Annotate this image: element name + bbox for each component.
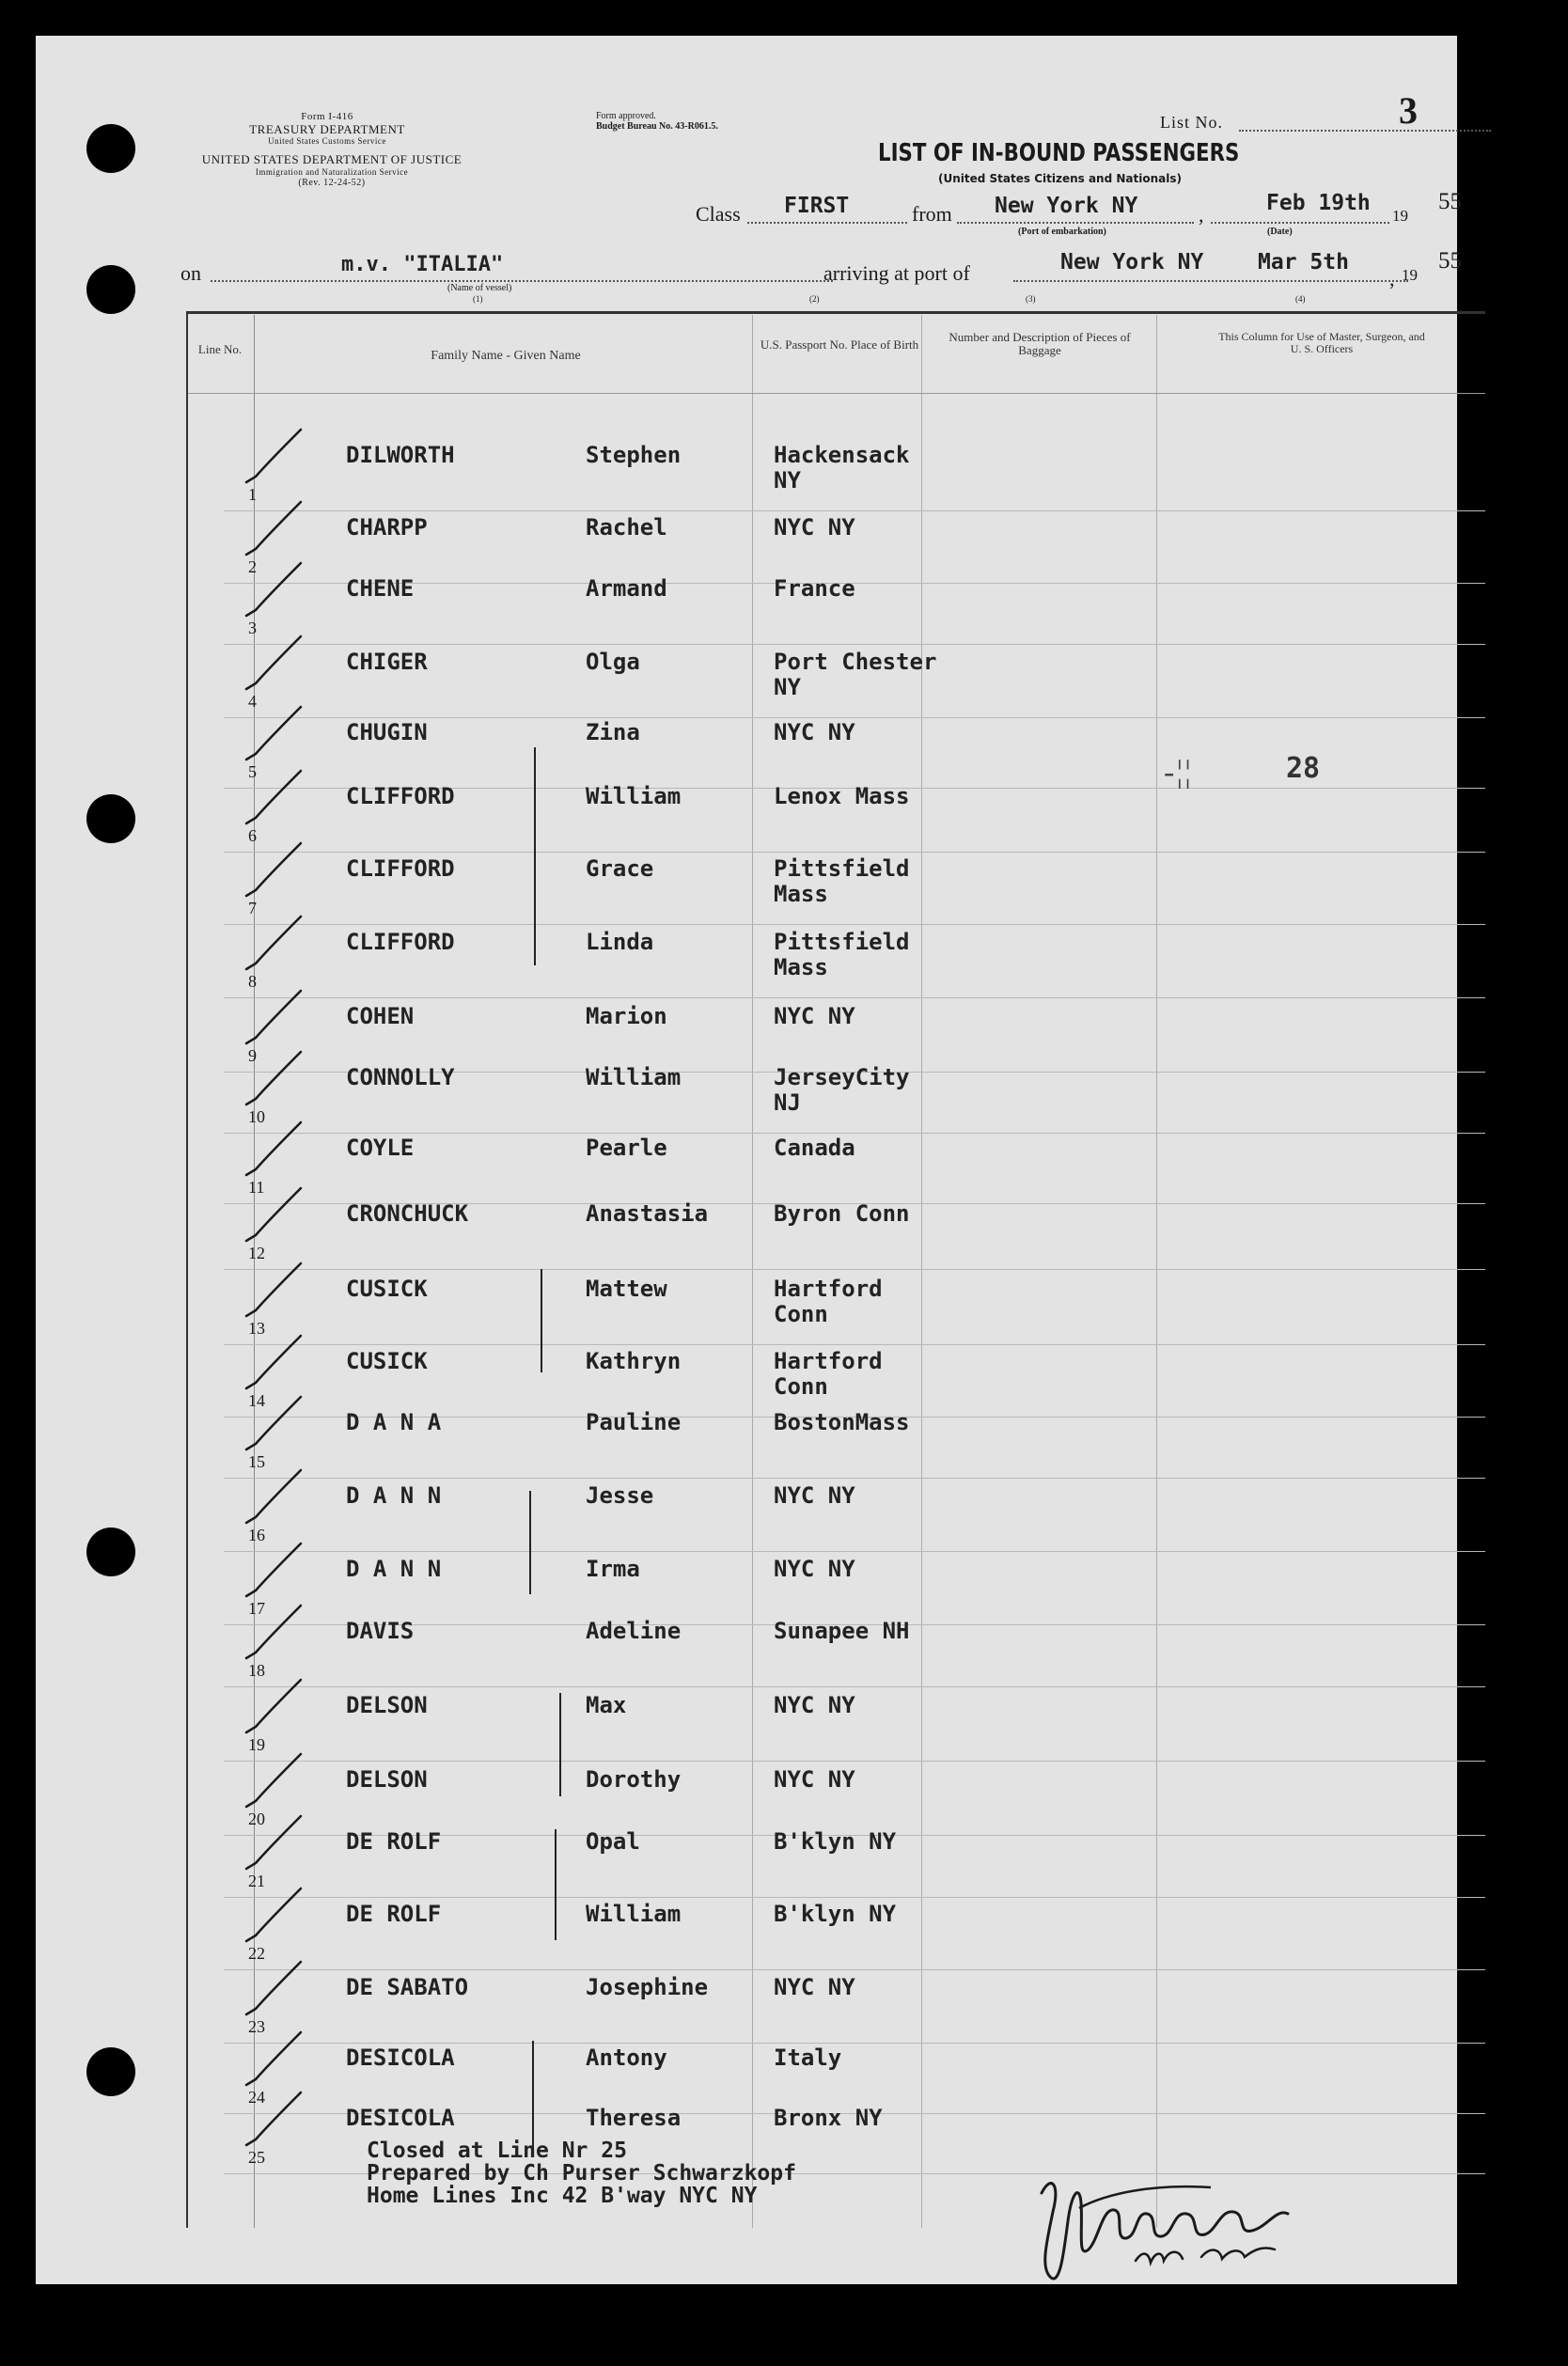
line-number: 14: [248, 1391, 265, 1410]
given-name: Jesse: [586, 1482, 654, 1509]
line-number: 16: [248, 1526, 265, 1544]
place-of-birth: Hackensack: [774, 442, 910, 468]
line-number: 13: [248, 1319, 265, 1338]
port-of-embarkation: New York NY: [995, 194, 1138, 218]
line-number: 22: [248, 1944, 265, 1963]
family-name: CONNOLLY: [346, 1064, 455, 1090]
column-header-line: Line No.: [197, 342, 243, 356]
column-header-officers: This Column for Use of Master, Surgeon, and U. S. Officers: [1218, 330, 1425, 356]
row-divider: [224, 2043, 1485, 2044]
given-name: Opal: [586, 1828, 640, 1855]
column-header-name: Family Name - Given Name: [431, 349, 581, 363]
family-name: D A N N: [346, 1482, 442, 1509]
given-name: Max: [586, 1692, 627, 1718]
row-divider: [224, 924, 1485, 925]
check-mark-icon: [241, 765, 306, 831]
document-title: LIST OF IN-BOUND PASSENGERS: [878, 139, 1240, 167]
family-name: COYLE: [346, 1135, 415, 1161]
line-number: 2: [248, 557, 257, 576]
check-mark-icon: [241, 1883, 306, 1949]
place-of-birth: Byron Conn: [774, 1200, 910, 1227]
family-bracket: [559, 1693, 561, 1796]
binder-hole: [86, 124, 135, 173]
row-divider: [224, 1344, 1485, 1345]
family-name: DELSON: [346, 1692, 428, 1718]
row-divider: [224, 1686, 1485, 1687]
place-of-birth: NYC NY: [774, 514, 855, 541]
binder-hole: [86, 2047, 135, 2096]
line-number: 18: [248, 1661, 265, 1680]
place-of-birth: France: [774, 575, 855, 602]
signature-icon: [1023, 2155, 1324, 2296]
line-number: 4: [248, 692, 257, 711]
caption-3: (3): [1026, 294, 1036, 304]
port-caption: (Port of embarkation): [1018, 227, 1106, 237]
arrival-port: New York NY: [1060, 250, 1204, 274]
check-mark-icon: [241, 2087, 306, 2153]
given-name: William: [586, 1901, 682, 1927]
check-mark-icon: [241, 1538, 306, 1604]
row-divider: [224, 717, 1485, 718]
family-name: CHARPP: [346, 514, 428, 541]
given-name: Dorothy: [586, 1766, 682, 1793]
place-of-birth: Pittsfield: [774, 929, 910, 955]
table-top-rule: [186, 311, 1485, 314]
family-name: DE ROLF: [346, 1828, 442, 1855]
place-of-birth-line2: Mass: [774, 954, 828, 980]
place-of-birth: Pittsfield: [774, 855, 910, 882]
place-of-birth: NYC NY: [774, 1766, 855, 1793]
document-subtitle: (United States Citizens and Nationals): [938, 172, 1182, 185]
check-mark-icon: [241, 557, 306, 623]
family-bracket: [529, 1491, 531, 1594]
check-mark-icon: [241, 1117, 306, 1183]
immigration-service: Immigration and Naturalization Service: [255, 167, 409, 177]
line-number: 1: [248, 485, 257, 504]
binder-hole: [86, 794, 135, 843]
check-mark-icon: [241, 496, 306, 562]
table-left-rule: [186, 313, 188, 2228]
on-label: on: [180, 261, 201, 285]
line-number: 8: [248, 972, 257, 991]
given-name: Kathryn: [586, 1348, 682, 1374]
given-name: Anastasia: [586, 1200, 709, 1227]
check-mark-icon: [241, 838, 306, 903]
place-of-birth: NYC NY: [774, 1482, 855, 1509]
line-number: 5: [248, 762, 257, 781]
line-number: 19: [248, 1735, 265, 1754]
given-name: Pearle: [586, 1135, 667, 1161]
embarkation-date: Feb 19th: [1266, 191, 1371, 215]
family-name: DELSON: [346, 1766, 428, 1793]
revision-date: (Rev. 12-24-52): [298, 178, 366, 188]
given-name: Adeline: [586, 1618, 682, 1644]
check-mark-icon: [241, 1956, 306, 2022]
place-of-birth: NYC NY: [774, 1003, 855, 1029]
given-name: Theresa: [586, 2105, 682, 2131]
class-value: FIRST: [784, 194, 850, 218]
check-mark-icon: [241, 1748, 306, 1814]
given-name: Irma: [586, 1556, 640, 1582]
given-name: William: [586, 1064, 682, 1090]
family-name: DILWORTH: [346, 442, 455, 468]
family-name: COHEN: [346, 1003, 415, 1029]
arriving-label: arriving at port of: [823, 261, 970, 285]
family-name: CUSICK: [346, 1276, 428, 1302]
given-name: Grace: [586, 855, 654, 882]
family-name: D A N A: [346, 1409, 442, 1435]
check-mark-icon: [241, 1330, 306, 1396]
column-header-passport: U.S. Passport No. Place of Birth: [760, 337, 919, 352]
arrival-date: Mar 5th: [1258, 250, 1349, 274]
arrival-year-prefix: 19: [1402, 266, 1418, 284]
given-name: Mattew: [586, 1276, 667, 1302]
given-name: Josephine: [586, 1974, 709, 2000]
line-number: 24: [248, 2088, 265, 2107]
caption-4: (4): [1295, 294, 1306, 304]
place-of-birth: NYC NY: [774, 1556, 855, 1582]
row-divider: [224, 1761, 1485, 1762]
family-name: CHUGIN: [346, 719, 428, 745]
given-name: Zina: [586, 719, 640, 745]
place-of-birth-line2: NJ: [774, 1089, 801, 1116]
from-label: from: [912, 202, 952, 226]
family-name: CLIFFORD: [346, 783, 455, 809]
family-name: CUSICK: [346, 1348, 428, 1374]
given-name: Armand: [586, 575, 667, 602]
row-divider: [224, 1269, 1485, 1270]
given-name: Stephen: [586, 442, 682, 468]
place-of-birth: Hartford: [774, 1276, 883, 1302]
form-number: Form I-416: [301, 111, 353, 122]
check-mark-icon: [241, 1674, 306, 1740]
place-of-birth: JerseyCity: [774, 1064, 910, 1090]
caption-1: (1): [473, 294, 483, 304]
line-number: 10: [248, 1107, 265, 1126]
given-name: Olga: [586, 649, 640, 675]
family-name: DE ROLF: [346, 1901, 442, 1927]
row-divider: [224, 510, 1485, 511]
document-page: Form I-416 TREASURY DEPARTMENT United States Customs Service UNITED STATES DEPARTMENT OF JUSTICE Immigration and Naturalization Service (Rev. 12-24-52) Form approved. Budget Bureau No. 43-R061.5. List No. 3 LIST OF IN-BOUND PASSENGERS (United States Citizens and Nationals) Class FIRST from New York NY , Feb 19th 19 55 (Port of embarkation) (Date) on m.v. "ITALIA" arriving at port of New York NY Mar 5th , 19 55 (Name of vessel) (1) (2) (3) (4) Line No. Family Name - Given Name U.S. Passport No. Place of Birth Number and Description of Pieces of Baggage This Column for Use of Master, Surgeon, and U. S. Officers DILWORTH Stephen Hackensack NY 1 CHARPP Rachel NYC NY 2 CHENE Armand France 3 CHIGER Olga Port Chester NY 4 CHUGIN Zina NYC NY 5 CLIFFORD William Lenox Mass 6 CLIFFORD Grace Pittsfield Mass 7 CLIFFORD Linda Pittsfield Mass 8 COHEN Marion NYC NY 9 CONNOLLY William JerseyCity NJ 10 COYLE Pearle Canada 11 CRONCHUCK Anastasia Byron Conn 12 CUSICK Mattew Hartford Conn 13 CUSICK Kathryn Hartford Conn 14 D A N A Pauline BostonMass 15 D A N N Jesse NYC NY 16 D A N N Irma NYC NY 17 DAVIS Adeline Sunapee NH 18 DELSON Max NYC NY 19 DELSON Dorothy NYC NY 20 DE ROLF Opal B'klyn NY 21 DE ROLF William B'klyn NY 22 DE SABATO Josephine NYC NY 23 DESICOLA Antony Italy 24 DESICOLA Theresa Bronx NY 25 -¦¦ 28 Closed at Line Nr 25 Prepared by Ch Purser Schwarzkopf Home Lines Inc 42 B'way NYC NY: [36, 36, 1457, 2284]
check-mark-icon: [241, 701, 306, 767]
family-name: CLIFFORD: [346, 929, 455, 955]
family-name: CLIFFORD: [346, 855, 455, 882]
family-bracket: [534, 747, 536, 965]
family-name: DAVIS: [346, 1618, 415, 1644]
vessel-name: m.v. "ITALIA": [341, 253, 504, 276]
officer-mark: -¦¦: [1164, 755, 1193, 790]
line-number: 21: [248, 1872, 265, 1890]
place-of-birth: Sunapee NH: [774, 1618, 910, 1644]
line-number: 3: [248, 619, 257, 637]
line-number: 25: [248, 2148, 265, 2167]
line-number: 11: [248, 1178, 265, 1197]
budget-bureau: Budget Bureau No. 43-R061.5.: [596, 121, 718, 132]
treasury-department: TREASURY DEPARTMENT: [249, 122, 405, 136]
place-of-birth-line2: NY: [774, 674, 801, 700]
place-of-birth: B'klyn NY: [774, 1828, 897, 1855]
given-name: Rachel: [586, 514, 667, 541]
caption-2: (2): [809, 294, 820, 304]
list-number: 3: [1399, 89, 1418, 132]
form-approved: Form approved.: [596, 111, 656, 121]
given-name: Linda: [586, 929, 654, 955]
closed-at-line: Closed at Line Nr 25: [367, 2139, 627, 2163]
check-mark-icon: [241, 424, 306, 490]
place-of-birth-line2: NY: [774, 467, 801, 494]
row-divider: [224, 1969, 1485, 1970]
place-of-birth: B'klyn NY: [774, 1901, 897, 1927]
line-number: 15: [248, 1452, 265, 1471]
year-prefix: 19: [1392, 207, 1408, 225]
embarkation-year: 55: [1438, 189, 1462, 214]
line-number: 12: [248, 1244, 265, 1262]
line-number: 9: [248, 1046, 257, 1065]
family-name: DESICOLA: [346, 2045, 455, 2071]
officer-annotation: 28: [1286, 752, 1321, 785]
row-divider: [224, 1478, 1485, 1479]
place-of-birth: NYC NY: [774, 1692, 855, 1718]
class-label: Class: [696, 202, 741, 226]
check-mark-icon: [241, 911, 306, 977]
line-number: 23: [248, 2017, 265, 2036]
row-divider: [224, 1897, 1485, 1898]
check-mark-icon: [241, 985, 306, 1051]
row-divider: [224, 644, 1485, 645]
check-mark-icon: [241, 2027, 306, 2092]
list-no-label: List No.: [1160, 113, 1224, 132]
family-name: CHIGER: [346, 649, 428, 675]
place-of-birth-line2: Conn: [774, 1301, 828, 1327]
vessel-caption: (Name of vessel): [447, 283, 512, 293]
prepared-by: Prepared by Ch Purser Schwarzkopf: [367, 2161, 796, 2186]
family-bracket: [532, 2041, 534, 2154]
family-name: DE SABATO: [346, 1974, 469, 2000]
check-mark-icon: [241, 1465, 306, 1530]
line-number: 7: [248, 899, 257, 917]
place-of-birth: Port Chester: [774, 649, 937, 675]
family-bracket: [555, 1829, 557, 1940]
family-bracket: [541, 1269, 542, 1372]
check-mark-icon: [241, 631, 306, 697]
arrival-year: 55: [1438, 248, 1462, 274]
place-of-birth: BostonMass: [774, 1409, 910, 1435]
place-of-birth: Canada: [774, 1135, 855, 1161]
column-header-baggage: Number and Description of Pieces of Baggage: [949, 330, 1131, 358]
line-number: 6: [248, 826, 257, 845]
binder-hole: [86, 265, 135, 314]
given-name: Marion: [586, 1003, 667, 1029]
place-of-birth-line2: Mass: [774, 881, 828, 907]
given-name: Pauline: [586, 1409, 682, 1435]
given-name: William: [586, 783, 682, 809]
line-number: 20: [248, 1810, 265, 1828]
place-of-birth: NYC NY: [774, 1974, 855, 2000]
check-mark-icon: [241, 1183, 306, 1248]
date-caption: (Date): [1267, 227, 1293, 237]
check-mark-icon: [241, 1258, 306, 1324]
row-divider: [224, 1133, 1485, 1134]
place-of-birth-line2: Conn: [774, 1373, 828, 1400]
place-of-birth: NYC NY: [774, 719, 855, 745]
family-name: CRONCHUCK: [346, 1200, 469, 1227]
customs-service: United States Customs Service: [268, 136, 386, 146]
row-divider: [224, 1551, 1485, 1552]
family-name: D A N N: [346, 1556, 442, 1582]
family-name: DESICOLA: [346, 2105, 455, 2131]
family-name: CHENE: [346, 575, 415, 602]
place-of-birth: Bronx NY: [774, 2105, 883, 2131]
row-divider: [224, 997, 1485, 998]
check-mark-icon: [241, 1046, 306, 1112]
place-of-birth: Italy: [774, 2045, 842, 2071]
place-of-birth: Lenox Mass: [774, 783, 910, 809]
justice-department: UNITED STATES DEPARTMENT OF JUSTICE: [201, 152, 463, 166]
check-mark-icon: [241, 1600, 306, 1666]
check-mark-icon: [241, 1810, 306, 1876]
place-of-birth: Hartford: [774, 1348, 883, 1374]
check-mark-icon: [241, 1391, 306, 1457]
binder-hole: [86, 1528, 135, 1576]
agency-address: Home Lines Inc 42 B'way NYC NY: [367, 2184, 758, 2208]
given-name: Antony: [586, 2045, 667, 2071]
line-number: 17: [248, 1599, 265, 1618]
row-divider: [224, 852, 1485, 853]
